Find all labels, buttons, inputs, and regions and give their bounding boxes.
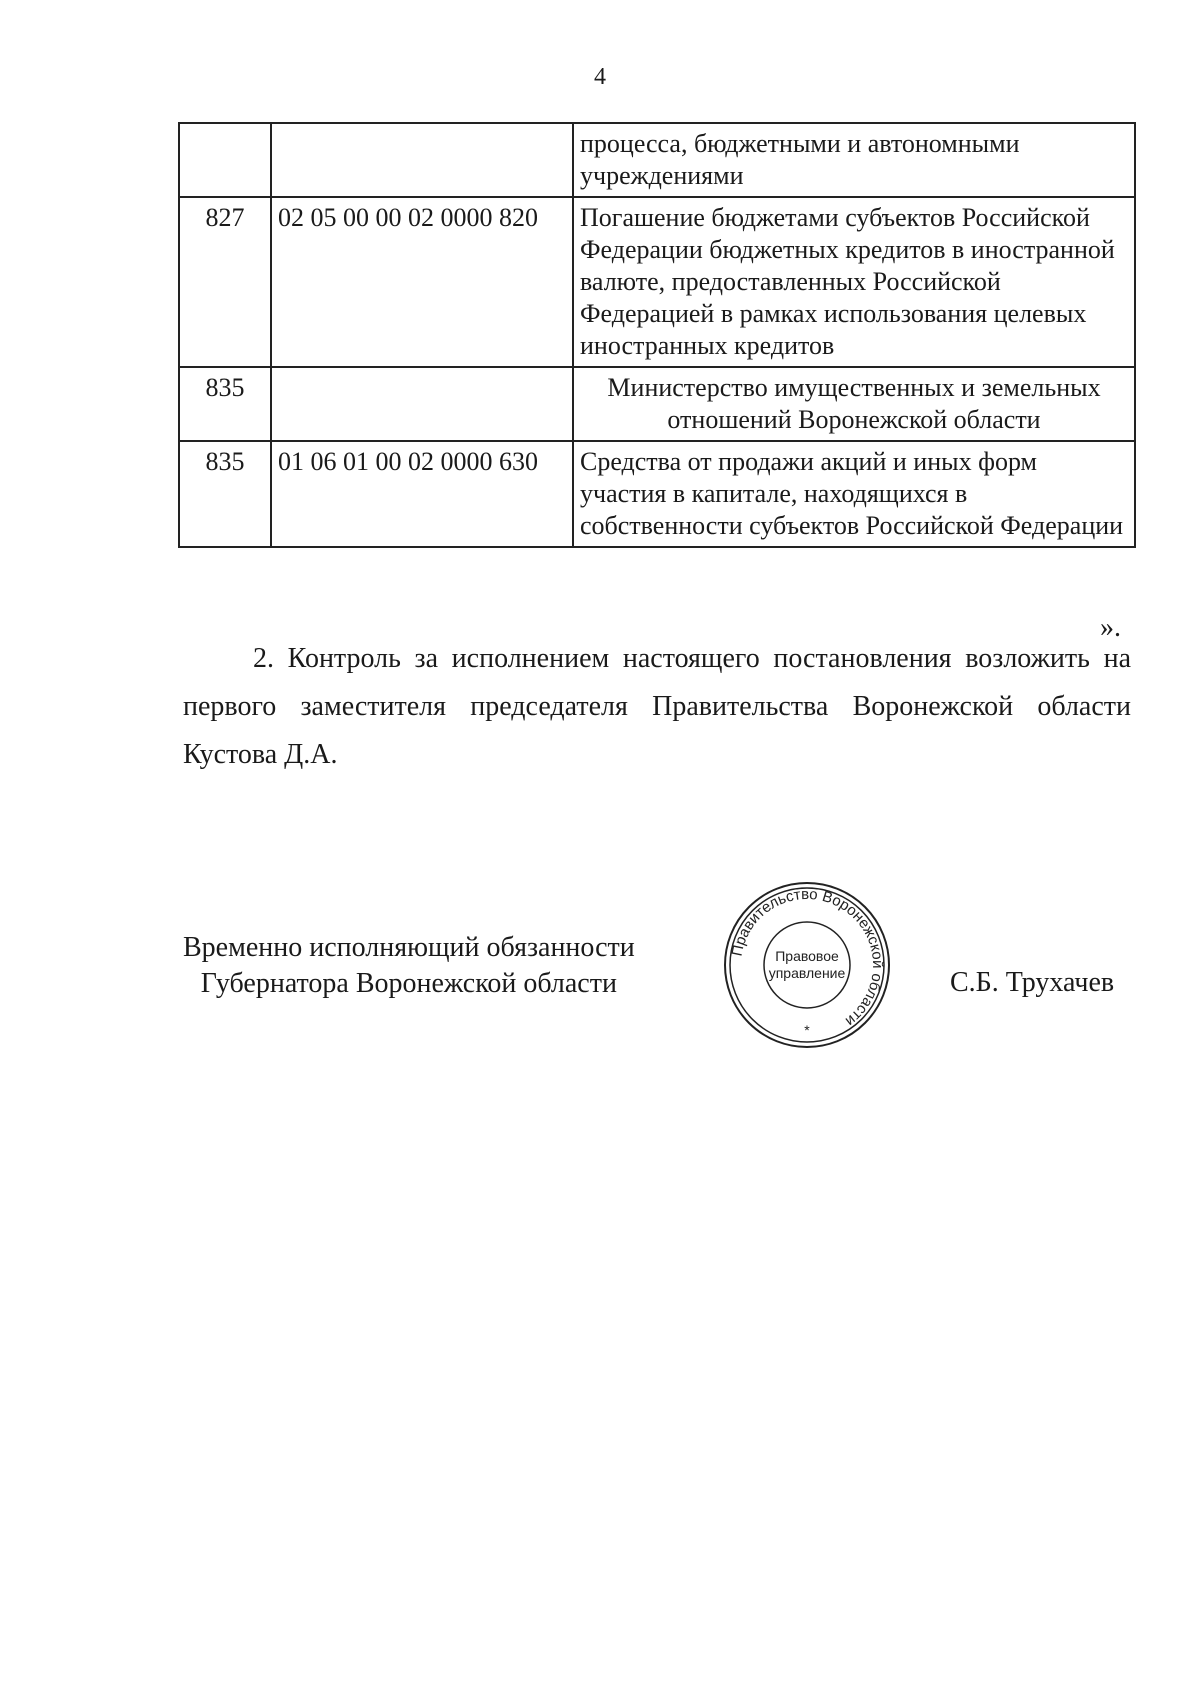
position-line-1: Временно исполняющий обязанности bbox=[183, 932, 635, 963]
page-number: 4 bbox=[594, 64, 606, 90]
seal-inner-line-2: управление bbox=[768, 965, 846, 981]
budget-code-cell: 02 05 00 00 02 0000 820 bbox=[271, 197, 573, 367]
source-name-cell: Средства от продажи акций и иных форм участия в капитале, находящихся в собственности субъектов Российской Федерации bbox=[573, 441, 1135, 547]
table-row bbox=[179, 367, 1135, 441]
table-row bbox=[179, 441, 1135, 547]
seal-star: * bbox=[804, 1022, 810, 1038]
table-row bbox=[179, 197, 1135, 367]
admin-code-cell: 835 bbox=[179, 441, 271, 547]
signatory-position bbox=[183, 930, 635, 1002]
signatory-name: С.Б. Трухачев bbox=[950, 967, 1115, 998]
budget-code-cell bbox=[271, 367, 573, 441]
admin-code-cell: 827 bbox=[179, 197, 271, 367]
official-seal bbox=[722, 880, 892, 1050]
source-name-cell: процесса, бюджетными и автономными учреждениями bbox=[573, 123, 1135, 197]
budget-code-cell bbox=[271, 123, 573, 197]
source-name-cell: Погашение бюджетами субъектов Российской Федерации бюджетных кредитов в иностранной валюте, предоставленных Российской Федерацией в рамках использования целевых иностранных кредитов bbox=[573, 197, 1135, 367]
budget-code-cell: 01 06 01 00 02 0000 630 bbox=[271, 441, 573, 547]
paragraph-2: 2. Контроль за исполнением настоящего постановления возложить на первого заместителя председателя Правительства Воронежской области Кустова Д.А. bbox=[183, 643, 1131, 770]
table-body bbox=[179, 123, 1135, 547]
table-row bbox=[179, 123, 1135, 197]
closing-quote: ». bbox=[1100, 612, 1121, 643]
seal-graphic bbox=[722, 880, 892, 1050]
position-line-2: Губернатора Воронежской области bbox=[200, 968, 617, 999]
admin-code-cell bbox=[179, 123, 271, 197]
admin-code-cell: 835 bbox=[179, 367, 271, 441]
budget-codes-table bbox=[178, 122, 1136, 548]
seal-inner-line-1: Правовое bbox=[775, 948, 839, 964]
source-name-cell: Министерство имущественных и земельных отношений Воронежской области bbox=[573, 367, 1135, 441]
seal-outer-text: Правительство Воронежской области bbox=[728, 885, 887, 1030]
